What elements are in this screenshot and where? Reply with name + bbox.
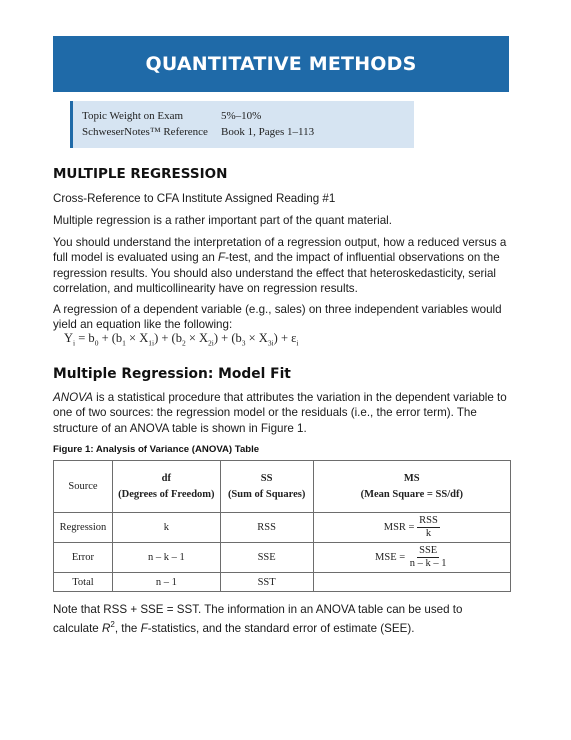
ms-denominator: k	[425, 528, 432, 539]
ms-fraction	[408, 545, 449, 570]
anova-term: ANOVA	[53, 391, 93, 404]
topic-row	[82, 110, 414, 126]
header-df: df (Degrees of Freedom)	[112, 461, 220, 513]
paragraph: A regression of a dependent variable (e.g., sales) on three independent variables would yield an equation like the following:	[53, 303, 502, 332]
header-ss: SS (Sum of Squares)	[220, 461, 313, 513]
ms-fraction	[417, 515, 440, 540]
subsection-heading: Multiple Regression: Model Fit	[53, 366, 291, 382]
cell-ss: SSE	[220, 543, 313, 573]
anova-paragraph-text: is a statistical procedure that attributes the variation in the dependent variable to one of two sources: the regression model or the residuals (i.e., the error term). The structure of an ANOVA table is shown in Figure 1.	[53, 391, 507, 435]
cell-df: n – 1	[112, 573, 220, 592]
topic-value: 5%–10%	[221, 110, 262, 122]
topic-key: SchweserNotes™ Reference	[82, 126, 208, 138]
topic-key: Topic Weight on Exam	[82, 110, 184, 122]
cell-source: Total	[54, 573, 113, 592]
ms-lhs: MSR =	[383, 521, 415, 533]
cell-ms	[313, 513, 510, 543]
figure-caption: Figure 1: Analysis of Variance (ANOVA) Table	[53, 444, 260, 455]
cell-source: Regression	[54, 513, 113, 543]
topic-info-box	[70, 101, 414, 148]
cell-source: Error	[54, 543, 113, 573]
cross-reference: Cross-Reference to CFA Institute Assigned Reading #1	[53, 192, 336, 205]
paragraph: Multiple regression is a rather important part of the quant material.	[53, 214, 392, 227]
header-ms: MS (Mean Square = SS/df)	[313, 461, 510, 513]
table-row	[54, 543, 511, 573]
paragraph-regression-output: You should understand the interpretation of a regression output, how a reduced versus a full model is evaluated using an F-test, and the impact of influential observations on the regression results. You should also understand the effect that heteroskedasticity, serial correlation, and multicollinearity have on regression results.	[53, 236, 507, 296]
cell-ss: RSS	[220, 513, 313, 543]
anova-table	[53, 460, 511, 592]
table-row	[54, 513, 511, 543]
cell-ms	[313, 543, 510, 573]
section-heading: MULTIPLE REGRESSION	[53, 166, 228, 182]
closing-paragraph: Note that RSS + SSE = SST. The information in an ANOVA table can be used to calculate $R^2$, the F-statistics, and the standard error of estimate (SEE).	[53, 603, 463, 636]
anova-paragraph	[53, 390, 511, 436]
cell-df: n – k – 1	[112, 543, 220, 573]
cell-ss: SST	[220, 573, 313, 592]
table-row	[54, 573, 511, 592]
ms-numerator: RSS	[419, 515, 438, 526]
ms-denominator: n – k – 1	[409, 558, 447, 569]
table-header-row	[54, 461, 511, 513]
banner-title: QUANTITATIVE METHODS	[145, 53, 417, 75]
ms-lhs: MSE =	[375, 551, 406, 563]
regression-equation: $Y_i = b_0 + (b_1 \times X_{1i}) + (b_2 \times X_{2i}) + (b_3 \times X_{3i}) + \varepsilon_i$	[64, 331, 299, 348]
ms-numerator: SSE	[419, 545, 438, 556]
topic-row	[82, 126, 414, 142]
cell-df: k	[112, 513, 220, 543]
cell-ms-empty	[313, 573, 510, 592]
header-source: Source	[54, 461, 113, 513]
topic-value: Book 1, Pages 1–113	[221, 126, 315, 138]
page-banner	[53, 36, 509, 92]
